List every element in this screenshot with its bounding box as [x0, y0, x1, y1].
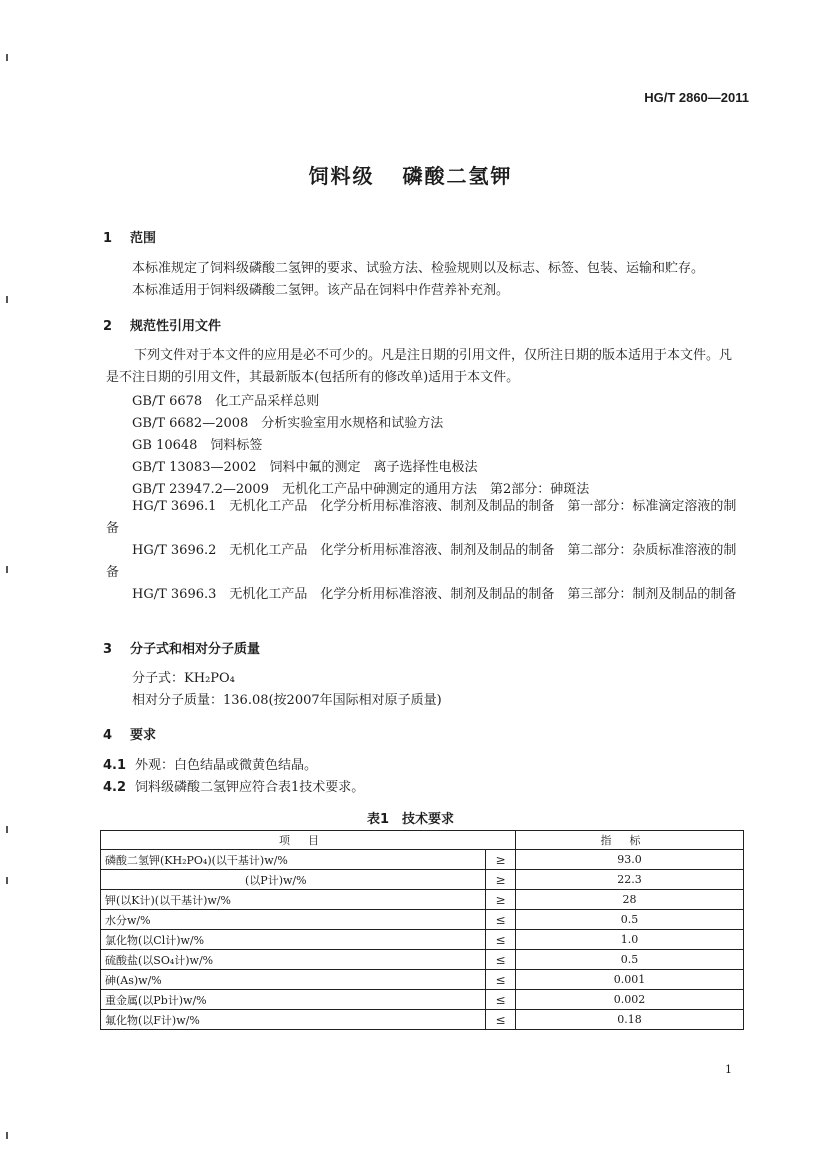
- row-value: 28: [516, 890, 744, 910]
- section-title: 规范性引用文件: [130, 319, 222, 334]
- table-row: [101, 930, 744, 950]
- formula-value: KH₂PO₄: [184, 671, 235, 686]
- row-comparator: ≥: [486, 850, 516, 870]
- scan-margin-mark: [6, 566, 8, 573]
- reference-item: GB/T 6682—2008 分析实验室用水规格和试验方法: [132, 416, 444, 431]
- molecular-formula: [132, 668, 235, 690]
- table-header-row: [101, 831, 744, 850]
- reference-item: HG/T 3696.3 无机化工产品 化学分析用标准溶液、制剂及制品的制备 第三部分：制剂及制品的制备: [132, 587, 737, 602]
- column-header-item: 项目: [101, 831, 516, 850]
- table-row: [101, 1010, 744, 1030]
- scan-margin-mark: [6, 826, 8, 833]
- clause-text: 饲料级磷酸二氢钾应符合表1技术要求。: [135, 780, 365, 795]
- standard-code: HG/T 2860—2011: [644, 90, 749, 105]
- clause-4-2: [103, 777, 364, 799]
- row-comparator: ≤: [486, 1010, 516, 1030]
- row-comparator: ≤: [486, 930, 516, 950]
- section-title: 要求: [130, 728, 157, 743]
- section-number: 1: [103, 231, 113, 246]
- row-value: 0.001: [516, 970, 744, 990]
- row-item: 砷(As)w/%: [101, 970, 486, 990]
- row-comparator: ≤: [486, 970, 516, 990]
- row-item: 重金属(以Pb计)w/%: [101, 990, 486, 1010]
- scan-margin-mark: [6, 54, 8, 61]
- row-item: (以P计)w/%: [101, 870, 486, 890]
- row-item: 氯化物(以Cl计)w/%: [101, 930, 486, 950]
- clause-number: 4.2: [103, 780, 127, 795]
- section-2-heading: [103, 315, 221, 334]
- section-4-heading: [103, 724, 156, 743]
- clause-text: 外观：白色结晶或微黄色结晶。: [135, 758, 318, 773]
- section-title: 范围: [130, 231, 157, 246]
- section-number: 4: [103, 728, 113, 743]
- section-number: 2: [103, 319, 113, 334]
- title-part-1: 饲料级: [308, 164, 375, 188]
- molecular-mass: 相对分子质量：136.08(按2007年国际相对原子质量): [132, 693, 442, 708]
- title-part-2: 磷酸二氢钾: [402, 164, 513, 188]
- clause-number: 4.1: [103, 758, 127, 773]
- section-1-heading: [103, 227, 156, 246]
- section-3-heading: [103, 638, 260, 657]
- row-value: 22.3: [516, 870, 744, 890]
- row-comparator: ≥: [486, 890, 516, 910]
- row-comparator: ≤: [486, 990, 516, 1010]
- table-row: [101, 890, 744, 910]
- section-title: 分子式和相对分子质量: [130, 642, 261, 657]
- page-number: 1: [725, 1063, 732, 1076]
- row-comparator: ≥: [486, 870, 516, 890]
- document-title: [0, 160, 821, 189]
- table-row: [101, 870, 744, 890]
- scan-margin-mark: [6, 1132, 8, 1139]
- row-item: 氟化物(以F计)w/%: [101, 1010, 486, 1030]
- row-comparator: ≤: [486, 910, 516, 930]
- row-item: 钾(以K计)(以干基计)w/%: [101, 890, 486, 910]
- clause-4-1: [103, 755, 317, 777]
- table-row: [101, 910, 744, 930]
- section-2-intro: 下列文件对于本文件的应用是必不可少的。凡是注日期的引用文件，仅所注日期的版本适用于本文件。凡是不注日期的引用文件，其最新版本(包括所有的修改单)适用于本文件。: [106, 348, 733, 385]
- column-header-value: 指标: [516, 831, 744, 850]
- row-value: 93.0: [516, 850, 744, 870]
- reference-item: HG/T 3696.1 无机化工产品 化学分析用标准溶液、制剂及制品的制备 第一部分：标准滴定溶液的制备: [106, 499, 737, 536]
- reference-item: GB/T 6678 化工产品采样总则: [132, 394, 320, 409]
- row-comparator: ≤: [486, 950, 516, 970]
- section-1-paragraph-1: 本标准规定了饲料级磷酸二氢钾的要求、试验方法、检验规则以及标志、标签、包装、运输和贮存。: [132, 261, 705, 276]
- row-value: 0.5: [516, 950, 744, 970]
- reference-item: GB 10648 饲料标签: [132, 438, 263, 453]
- table-row: [101, 850, 744, 870]
- table-row: [101, 990, 744, 1010]
- scan-margin-mark: [6, 877, 8, 884]
- table-row: [101, 970, 744, 990]
- row-value: 0.18: [516, 1010, 744, 1030]
- row-item: 硫酸盐(以SO₄计)w/%: [101, 950, 486, 970]
- formula-label: 分子式：: [132, 671, 185, 686]
- row-item: 水分w/%: [101, 910, 486, 930]
- scan-margin-mark: [6, 296, 8, 303]
- reference-item: HG/T 3696.2 无机化工产品 化学分析用标准溶液、制剂及制品的制备 第二部分：杂质标准溶液的制备: [106, 543, 737, 580]
- row-value: 0.002: [516, 990, 744, 1010]
- section-number: 3: [103, 642, 113, 657]
- table-caption: 表1 技术要求: [366, 812, 455, 827]
- section-1-paragraph-2: 本标准适用于饲料级磷酸二氢钾。该产品在饲料中作营养补充剂。: [132, 283, 510, 298]
- table-row: [101, 950, 744, 970]
- row-value: 0.5: [516, 910, 744, 930]
- technical-requirements-table: [100, 830, 744, 1030]
- row-value: 1.0: [516, 930, 744, 950]
- row-item: 磷酸二氢钾(KH₂PO₄)(以干基计)w/%: [101, 850, 486, 870]
- reference-item: GB/T 23947.2—2009 无机化工产品中砷测定的通用方法 第2部分：砷斑法: [132, 482, 590, 497]
- reference-item: GB/T 13083—2002 饲料中氟的测定 离子选择性电极法: [132, 460, 478, 475]
